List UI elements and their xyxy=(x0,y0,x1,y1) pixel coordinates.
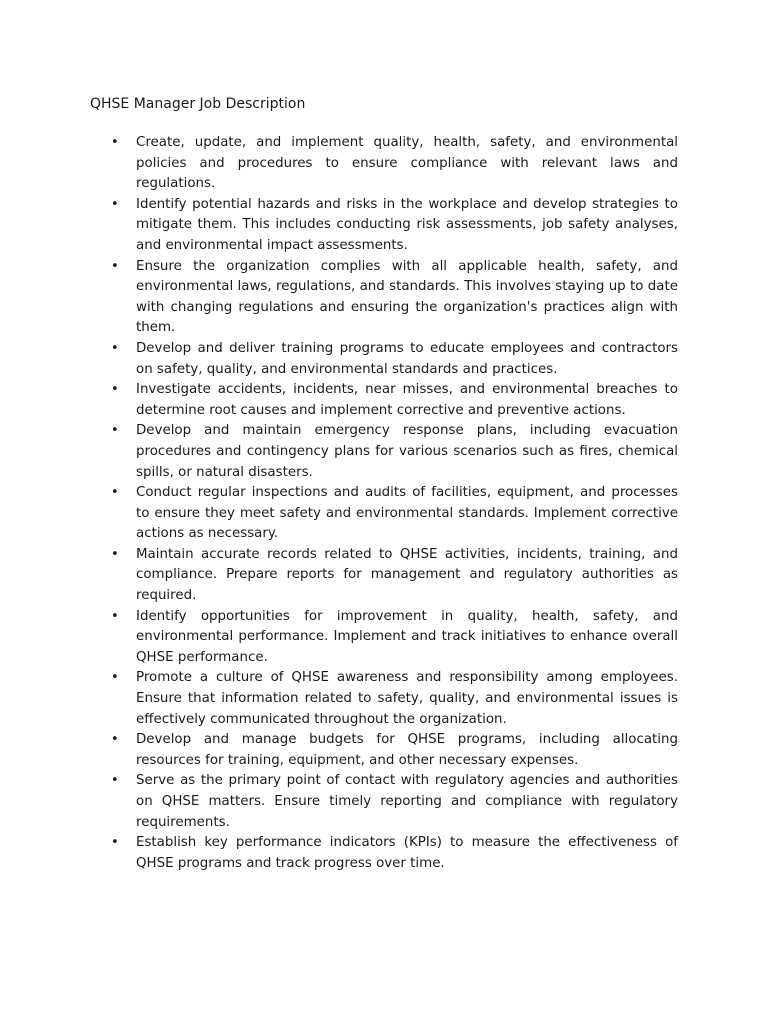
list-item xyxy=(108,833,678,874)
bullet-icon: • xyxy=(111,773,119,789)
list-item-text: Develop and deliver training programs to educate employees and contractors on safety, quality, and environmental standards and practices. xyxy=(136,340,678,377)
list-item-text: Create, update, and implement quality, health, safety, and environmental policies and procedures to ensure compliance with relevant laws and regulations. xyxy=(136,135,678,192)
responsibilities-list xyxy=(108,133,678,874)
list-item xyxy=(108,607,678,669)
bullet-icon: • xyxy=(111,196,119,212)
list-item xyxy=(108,771,678,833)
list-item-text: Develop and maintain emergency response plans, including evacuation procedures and contingency plans for various scenarios such as fires, chemical spills, or natural disasters. xyxy=(136,423,678,480)
bullet-icon: • xyxy=(111,485,119,501)
document-title: QHSE Manager Job Description xyxy=(90,96,306,112)
list-item xyxy=(108,257,678,339)
list-item-text: Conduct regular inspections and audits of facilities, equipment, and processes to ensure they meet safety and environmental standards. Implement corrective actions as necessary. xyxy=(136,485,678,542)
list-item xyxy=(108,668,678,730)
bullet-icon: • xyxy=(111,382,119,398)
list-item-text: Investigate accidents, incidents, near misses, and environmental breaches to determine root causes and implement corrective and preventive actions. xyxy=(136,382,678,418)
list-item xyxy=(108,545,678,607)
bullet-icon: • xyxy=(111,258,119,274)
list-item xyxy=(108,421,678,483)
bullet-icon: • xyxy=(111,732,119,748)
bullet-icon: • xyxy=(111,835,119,851)
list-item xyxy=(108,133,678,195)
list-item-text: Establish key performance indicators (KPIs) to measure the effectiveness of QHSE programs and track progress over time. xyxy=(136,835,678,871)
list-item xyxy=(108,339,678,380)
bullet-icon: • xyxy=(111,340,119,356)
list-item-text: Develop and manage budgets for QHSE programs, including allocating resources for training, equipment, and other necessary expenses. xyxy=(136,732,678,768)
list-item xyxy=(108,380,678,421)
bullet-icon: • xyxy=(111,423,119,439)
list-item-text: Promote a culture of QHSE awareness and responsibility among employees. Ensure that information related to safety, quality, and environmental issues is effectively communicated throughout the organization. xyxy=(136,670,678,727)
list-item-text: Identify potential hazards and risks in the workplace and develop strategies to mitigate them. This includes conducting risk assessments, job safety analyses, and environmental impact assessments. xyxy=(136,196,678,253)
list-item xyxy=(108,195,678,257)
list-item-text: Ensure the organization complies with all applicable health, safety, and environmental laws, regulations, and standards. This involves staying up to date with changing regulations and ensuring the organization's practices align with them. xyxy=(136,258,678,336)
list-item xyxy=(108,730,678,771)
bullet-icon: • xyxy=(111,670,119,686)
list-item-text: Identify opportunities for improvement in quality, health, safety, and environmental performance. Implement and track initiatives to enhance overall QHSE performance. xyxy=(136,608,678,665)
bullet-icon: • xyxy=(111,546,119,562)
bullet-icon: • xyxy=(111,135,119,150)
list-item-text: Maintain accurate records related to QHSE activities, incidents, training, and compliance. Prepare reports for management and regulatory authorities as required. xyxy=(136,546,678,604)
bullet-icon: • xyxy=(111,608,119,624)
list-item-text: Serve as the primary point of contact with regulatory agencies and authorities on QHSE matters. Ensure timely reporting and compliance with regulatory requirements. xyxy=(136,773,678,830)
list-item xyxy=(108,483,678,545)
